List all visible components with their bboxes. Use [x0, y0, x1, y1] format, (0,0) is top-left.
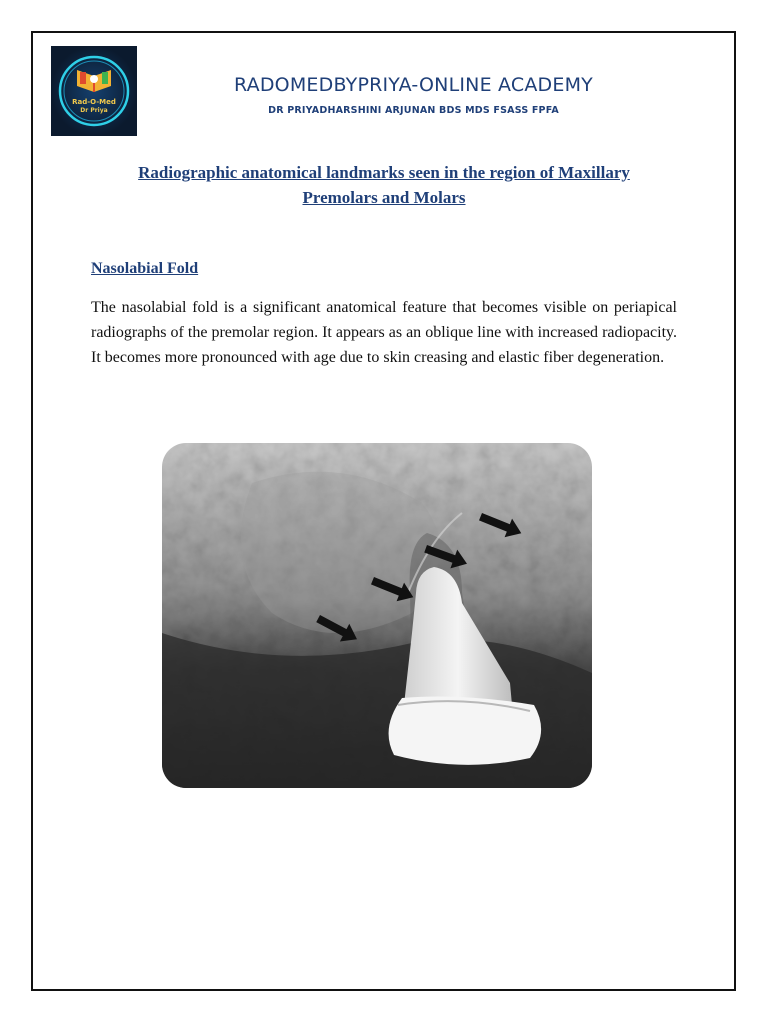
document-title: [92, 160, 676, 210]
logo-text-bottom: Dr Priya: [80, 107, 108, 114]
section-heading: Nasolabial Fold: [91, 260, 199, 277]
document-title-line-2: Premolars and Molars: [302, 188, 466, 207]
document-title-line-1: Radiographic anatomical landmarks seen in the region of Maxillary: [138, 163, 630, 182]
radiograph-image: [162, 443, 592, 788]
academy-title: RADOMEDBYPRIYA-ONLINE ACADEMY: [234, 74, 593, 96]
academy-logo: [51, 46, 137, 136]
logo-text-top: Rad-O-Med: [72, 98, 116, 106]
section-paragraph: The nasolabial fold is a significant anatomical feature that becomes visible on periapical radiographs of the premolar region. It appears as an oblique line with increased radiopacity. It becomes more pronounced with age due to skin creasing and elastic fiber degeneration.: [91, 299, 677, 366]
author-line: DR PRIYADHARSHINI ARJUNAN BDS MDS FSASS FPFA: [268, 105, 559, 116]
